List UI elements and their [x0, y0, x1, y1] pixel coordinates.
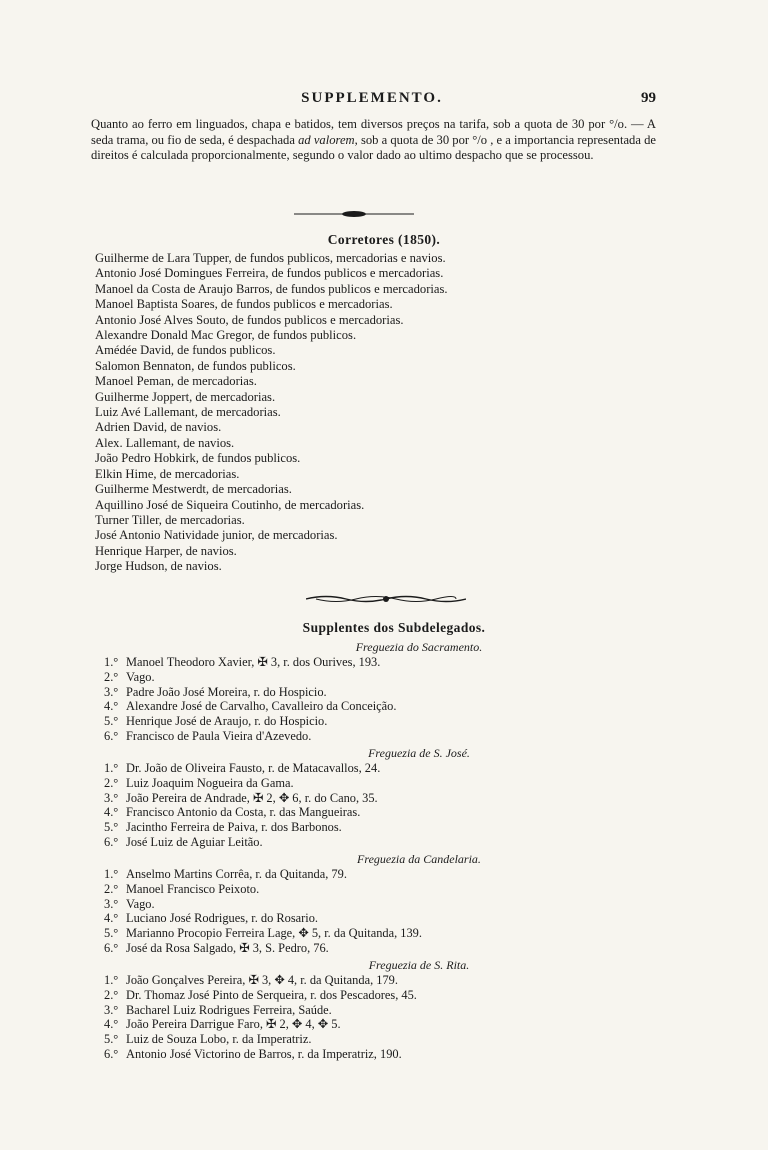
list-item: Guilherme de Lara Tupper, de fundos publicos, mercadorias e navios.	[95, 251, 446, 265]
entry-text: Vago.	[126, 896, 155, 911]
entry-text: Henrique José de Araujo, r. do Hospicio.	[126, 714, 328, 729]
list-item: Adrien David, de navios.	[95, 420, 222, 435]
list-item	[104, 714, 396, 729]
page-header	[88, 90, 656, 114]
entry-text: João Gonçalves Pereira, ✠ 3, ✥ 4, r. da Quitanda, 179.	[126, 973, 398, 987]
list-item	[104, 729, 396, 744]
entry-text: Dr. Thomaz José Pinto de Serqueira, r. dos Pescadores, 45.	[126, 987, 417, 1002]
entry-text: Manoel Theodoro Xavier, ✠ 3, r. dos Ourives, 193.	[126, 655, 381, 669]
entry-text: José da Rosa Salgado, ✠ 3, S. Pedro, 76.	[126, 940, 329, 955]
list-item: Aquillino José de Siqueira Coutinho, de mercadorias.	[95, 497, 365, 512]
rule-ornament	[294, 210, 414, 218]
ordinal: 5.°	[104, 926, 119, 941]
ordinal: 6.°	[104, 728, 119, 743]
intro-italic-text: ad valorem	[298, 132, 355, 147]
entry-text: Antonio José Victorino de Barros, r. da Imperatriz, 190.	[126, 1046, 402, 1061]
ordinal: 1.°	[104, 973, 119, 987]
ordinal: 2.°	[104, 669, 119, 684]
parish-heading: Freguezia de S. Rita.	[368, 958, 470, 972]
parish-entries	[104, 867, 422, 956]
list-item: Antonio José Domingues Ferreira, de fundos publicos e mercadorias.	[95, 266, 444, 281]
parish-entries	[104, 761, 380, 850]
list-item	[104, 897, 422, 912]
list-item	[104, 805, 380, 820]
list-item: José Antonio Natividade junior, de mercadorias.	[95, 528, 338, 543]
ordinal: 6.°	[104, 1046, 119, 1061]
ordinal: 6.°	[104, 940, 119, 955]
list-item	[104, 791, 380, 806]
list-item: Manoel da Costa de Araujo Barros, de fundos publicos e mercadorias.	[95, 281, 448, 296]
entry-text: Marianno Procopio Ferreira Lage, ✥ 5, r. da Quitanda, 139.	[126, 926, 422, 941]
entry-text: Luiz de Souza Lobo, r. da Imperatriz.	[126, 1032, 312, 1047]
list-item: Antonio José Alves Souto, de fundos publicos e mercadorias.	[95, 312, 404, 327]
list-item	[104, 685, 396, 700]
page-number: 99	[641, 90, 656, 106]
entry-text: Padre João José Moreira, r. do Hospicio.	[126, 684, 327, 699]
parish-entries	[104, 973, 417, 1062]
list-item: Amédée David, de fundos publicos.	[95, 343, 276, 358]
list-item: Manoel Baptista Soares, de fundos publicos e mercadorias.	[95, 297, 393, 312]
intro-text-part1: Quanto ao ferro em linguados, chapa e batidos, tem diversos preços na tarifa, sob a quota de 30 por °/o. — A seda trama, ou fio de seda, é despachada	[91, 117, 656, 147]
entry-text: Jacintho Ferreira de Paiva, r. dos Barbonos.	[126, 820, 342, 835]
entry-text: João Pereira Darrigue Faro, ✠ 2, ✥ 4, ✥ 5.	[126, 1017, 341, 1032]
entry-text: Alexandre José de Carvalho, Cavalleiro da Conceição.	[126, 699, 397, 714]
list-item: Salomon Bennaton, de fundos publicos.	[95, 358, 296, 373]
list-item	[104, 670, 396, 685]
list-item	[104, 882, 422, 897]
list-item	[104, 911, 422, 926]
intro-text-part2: , sob a quota de 30 por °/o , e a importancia representada de direitos é calculada proporcionalmente, segundo o valor dado ao ultimo despacho que se processou.	[91, 132, 656, 162]
list-item	[104, 1017, 417, 1032]
ordinal: 3.°	[104, 896, 119, 911]
list-item	[104, 820, 380, 835]
ordinal: 1.°	[104, 655, 119, 669]
list-item	[104, 1047, 417, 1062]
ordinal: 2.°	[104, 775, 119, 790]
entry-text: Bacharel Luiz Rodrigues Ferreira, Saúde.	[126, 1002, 332, 1017]
list-item	[104, 941, 422, 956]
list-item: Elkin Hime, de mercadorias.	[95, 466, 240, 481]
entry-text: Vago.	[126, 669, 155, 684]
ordinal: 6.°	[104, 834, 119, 849]
list-item	[104, 776, 380, 791]
ordinal: 4.°	[104, 699, 119, 714]
ordinal: 5.°	[104, 820, 119, 835]
entry-text: Manoel Francisco Peixoto.	[126, 881, 260, 896]
entry-text: Francisco Antonio da Costa, r. das Mangueiras.	[126, 805, 361, 820]
list-item: Turner Tiller, de mercadorias.	[95, 512, 245, 527]
ordinal: 4.°	[104, 1017, 119, 1032]
list-item	[104, 988, 417, 1003]
list-item	[104, 867, 422, 882]
ordinal: 3.°	[104, 1002, 119, 1017]
list-item: Guilherme Mestwerdt, de mercadorias.	[95, 482, 292, 497]
list-item: Alex. Lallemant, de navios.	[95, 435, 235, 450]
list-item: Manoel Peman, de mercadorias.	[95, 374, 257, 389]
entry-text: Dr. João de Oliveira Fausto, r. de Matacavallos, 24.	[126, 761, 381, 775]
list-item: João Pedro Hobkirk, de fundos publicos.	[95, 451, 301, 466]
parish-heading: Freguezia da Candelaria.	[357, 852, 481, 866]
list-item: Alexandre Donald Mac Gregor, de fundos publicos.	[95, 328, 357, 343]
entry-text: João Pereira de Andrade, ✠ 2, ✥ 6, r. do Cano, 35.	[126, 790, 378, 805]
parish-heading: Freguezia de S. José.	[368, 746, 470, 760]
list-item	[104, 926, 422, 941]
entry-text: Francisco de Paula Vieira d'Azevedo.	[126, 728, 312, 743]
list-item	[104, 655, 396, 670]
supplentes-title: Supplentes dos Subdelegados.	[302, 620, 486, 635]
ordinal: 4.°	[104, 911, 119, 926]
ordinal: 2.°	[104, 881, 119, 896]
entry-text: José Luiz de Aguiar Leitão.	[126, 834, 263, 849]
entry-text: Luiz Joaquim Nogueira da Gama.	[126, 775, 294, 790]
ordinal: 1.°	[104, 761, 119, 775]
ordinal: 1.°	[104, 867, 119, 881]
parish-heading: Freguezia do Sacramento.	[355, 640, 483, 654]
list-item	[104, 835, 380, 850]
corretores-title: Corretores (1850).	[327, 232, 441, 247]
list-item	[104, 699, 396, 714]
list-item	[104, 1032, 417, 1047]
list-item	[104, 761, 380, 776]
list-item: Jorge Hudson, de navios.	[95, 559, 222, 574]
divider-ornament	[306, 594, 466, 604]
ordinal: 5.°	[104, 1032, 119, 1047]
intro-paragraph	[91, 117, 656, 164]
ordinal: 5.°	[104, 714, 119, 729]
entry-text: Anselmo Martins Corrêa, r. da Quitanda, 79.	[126, 867, 347, 881]
ordinal: 4.°	[104, 805, 119, 820]
list-item	[104, 1003, 417, 1018]
ordinal: 2.°	[104, 987, 119, 1002]
entry-text: Luciano José Rodrigues, r. do Rosario.	[126, 911, 319, 926]
ordinal: 3.°	[104, 684, 119, 699]
list-item: Luiz Avé Lallemant, de mercadorias.	[95, 405, 281, 420]
corretores-list	[95, 251, 448, 575]
list-item	[104, 973, 417, 988]
parish-entries	[104, 655, 396, 744]
running-title: SUPPLEMENTO.	[301, 90, 443, 106]
list-item: Henrique Harper, de navios.	[95, 543, 237, 558]
ordinal: 3.°	[104, 790, 119, 805]
list-item: Guilherme Joppert, de mercadorias.	[95, 389, 276, 404]
